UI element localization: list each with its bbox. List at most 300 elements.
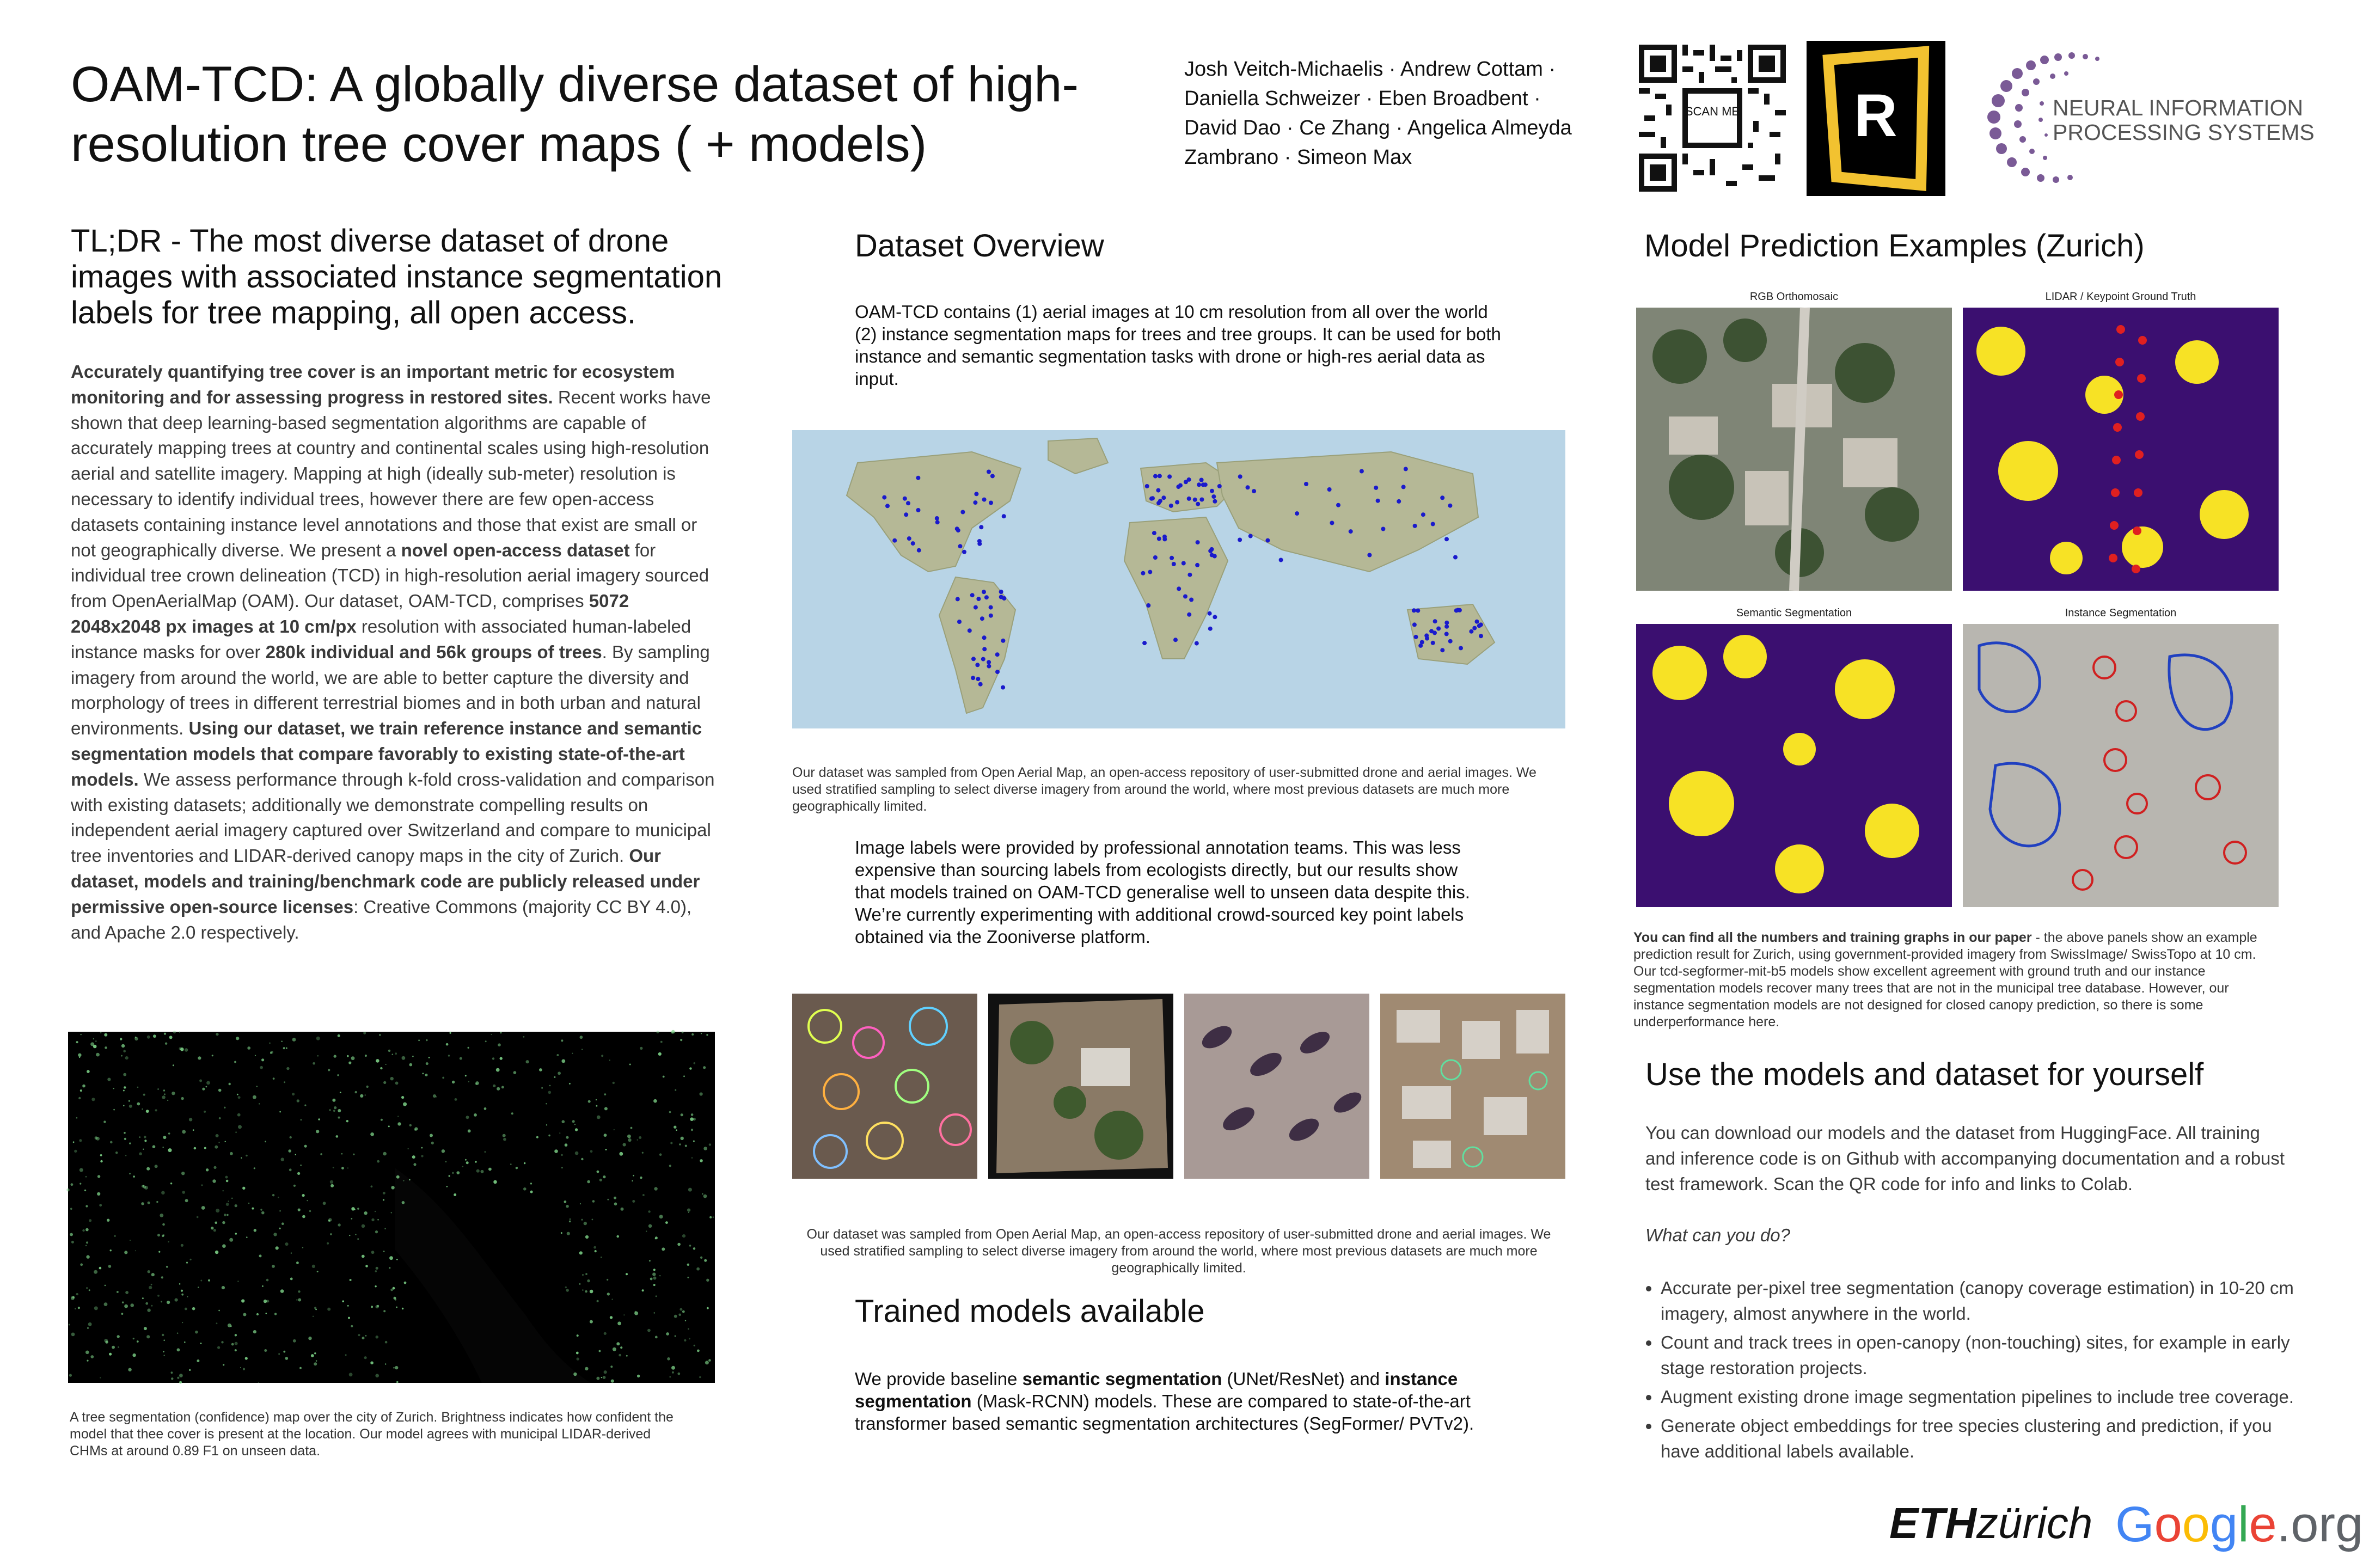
models-text-3: (Mask-RCNN) models. These are compared to state-of-the-art transformer based semantic segmentation architectures (SegFormer/ PVTv2). <box>855 1391 1474 1434</box>
models-text-2: (UNet/ResNet) and <box>1222 1369 1385 1389</box>
tree-confidence-dot <box>318 1118 320 1120</box>
tree-confidence-dot <box>348 1062 351 1064</box>
tree-confidence-dot <box>261 1058 264 1061</box>
tree-confidence-dot <box>291 1252 292 1253</box>
tree-confidence-dot <box>561 1154 562 1156</box>
tree-confidence-dot <box>481 1170 484 1173</box>
tree-confidence-dot <box>79 1168 83 1172</box>
tree-confidence-dot <box>260 1066 263 1069</box>
sample-location-dot <box>1167 474 1172 479</box>
list-item: • Count and track trees in open-canopy (non-touching) sites, for example in early stage restoration projects. <box>1661 1330 2309 1381</box>
sample-location-dot <box>1172 562 1176 566</box>
tree-confidence-dot <box>350 1279 352 1281</box>
tree-confidence-dot <box>264 1349 267 1352</box>
tree-confidence-dot <box>285 1357 289 1360</box>
tree-confidence-dot <box>80 1263 83 1266</box>
tree-confidence-dot <box>87 1327 89 1329</box>
tree-confidence-dot <box>151 1305 152 1307</box>
tree-confidence-dot <box>155 1165 158 1168</box>
overview-text: OAM-TCD contains (1) aerial images at 10 cm resolution from all over the world (2) instance segmentation maps for trees and tree groups. It can be used for both instance and semantic segmentation tasks with drone or high-res aerial data as input. <box>855 302 1501 389</box>
tree-confidence-dot <box>348 1317 350 1319</box>
tree-confidence-dot <box>213 1166 216 1169</box>
tree-confidence-dot <box>234 1061 236 1063</box>
tree-confidence-dot <box>596 1105 597 1107</box>
tree-confidence-dot <box>235 1233 237 1235</box>
tree-confidence-dot <box>179 1381 182 1384</box>
tree-confidence-dot <box>225 1141 226 1142</box>
tree-confidence-dot <box>613 1082 615 1084</box>
tree-confidence-dot <box>468 1081 469 1082</box>
abstract-bold-6: Our dataset, models and training/benchmark code are publicly released under permissive open-source licenses <box>71 846 700 917</box>
tree-confidence-dot <box>617 1321 621 1325</box>
sample-location-dot <box>1162 535 1167 539</box>
tree-confidence-dot <box>371 1251 375 1254</box>
tree-confidence-dot <box>301 1165 302 1166</box>
tree-confidence-dot <box>304 1145 307 1148</box>
tree-confidence-dot <box>587 1180 590 1184</box>
tree-confidence-dot <box>501 1086 504 1089</box>
tree-confidence-dot <box>144 1140 146 1142</box>
tree-confidence-dot <box>446 1186 448 1187</box>
sample-location-dot <box>960 510 965 514</box>
tree-confidence-dot <box>179 1374 183 1377</box>
sample-location-dot <box>1444 632 1449 636</box>
sample-location-dot <box>1196 502 1200 506</box>
sample-location-dot <box>1336 503 1340 507</box>
tree-confidence-dot <box>163 1089 165 1091</box>
tree-confidence-dot <box>327 1242 329 1245</box>
tree-confidence-dot <box>323 1202 326 1205</box>
tree-confidence-dot <box>397 1116 399 1117</box>
tree-confidence-dot <box>215 1222 217 1224</box>
tree-confidence-dot <box>655 1238 656 1239</box>
tree-confidence-dot <box>561 1039 563 1042</box>
tree-confidence-dot <box>395 1052 397 1055</box>
tree-confidence-dot <box>465 1075 467 1076</box>
tree-confidence-dot <box>177 1348 180 1351</box>
thumbs-caption: Our dataset was sampled from Open Aerial Map, an open-access repository of user-submitted drone and aerial images. We used stratified sampling to select diverse imagery from around the world, where most previous datasets are much more geographically limited. <box>806 1227 1551 1276</box>
tree-confidence-dot <box>498 1043 501 1046</box>
tree-confidence-dot <box>133 1175 135 1178</box>
tree-confidence-dot <box>253 1095 256 1099</box>
sample-location-dot <box>1330 521 1334 525</box>
tree-confidence-dot <box>500 1032 502 1033</box>
tree-confidence-dot <box>279 1111 281 1113</box>
tree-confidence-dot <box>562 1120 565 1123</box>
tree-confidence-dot <box>219 1117 221 1119</box>
tree-confidence-dot <box>281 1041 283 1042</box>
tree-confidence-dot <box>383 1081 386 1084</box>
sample-location-dot <box>907 536 911 541</box>
tree-confidence-dot <box>599 1179 602 1181</box>
tree-confidence-dot <box>448 1055 450 1056</box>
sample-location-dot <box>1424 633 1429 638</box>
tree-confidence-dot <box>355 1091 357 1093</box>
tree-confidence-dot <box>76 1041 78 1043</box>
tree-confidence-dot <box>259 1104 260 1105</box>
tree-confidence-dot <box>681 1137 684 1140</box>
sample-location-dot <box>1182 561 1186 566</box>
tree-confidence-dot <box>647 1329 651 1332</box>
tree-confidence-dot <box>523 1036 525 1038</box>
tree-confidence-dot <box>349 1373 353 1376</box>
tree-confidence-dot <box>69 1374 72 1377</box>
tree-confidence-dot <box>541 1087 543 1089</box>
tree-confidence-dot <box>404 1282 407 1284</box>
sample-location-dot <box>970 593 975 597</box>
qr-code[interactable] <box>1639 45 1786 192</box>
tree-confidence-dot <box>620 1346 622 1349</box>
tree-confidence-dot <box>113 1088 114 1089</box>
sample-location-dot <box>1412 608 1416 612</box>
sample-location-dot <box>1199 498 1204 502</box>
abstract-text-1: Recent works have shown that deep learning-based segmentation algorithms are capable of accurately mapping trees at country and continental scales using high-resolution aerial and satellite imagery. Mapping at high (ideally sub-meter) resolution is necessary to identify individual trees, however there are few open-access datasets containing instance level annotations and those that exist are small or not geographically diverse. We present a <box>71 387 711 560</box>
tree-confidence-dot <box>166 1266 168 1268</box>
tree-confidence-dot <box>696 1267 700 1271</box>
tree-confidence-dot <box>181 1244 183 1247</box>
tree-confidence-dot <box>655 1336 658 1339</box>
tree-confidence-dot <box>70 1208 72 1210</box>
tree-confidence-dot <box>611 1380 614 1383</box>
tree-confidence-dot <box>362 1255 365 1258</box>
tree-confidence-dot <box>388 1050 390 1052</box>
tree-confidence-dot <box>485 1040 487 1042</box>
sample-location-dot <box>956 597 960 601</box>
tree-confidence-dot <box>182 1191 185 1194</box>
tree-confidence-dot <box>391 1186 394 1189</box>
sample-location-dot <box>1459 646 1463 650</box>
tree-confidence-dot <box>82 1229 84 1232</box>
tree-confidence-dot <box>80 1089 82 1092</box>
tree-confidence-dot <box>334 1106 336 1109</box>
tree-confidence-dot <box>190 1259 192 1260</box>
tree-confidence-dot <box>561 1232 562 1234</box>
sample-location-dot <box>1444 621 1449 625</box>
tree-confidence-dot <box>539 1068 542 1071</box>
tree-confidence-dot <box>569 1083 571 1085</box>
sample-location-dot <box>958 544 963 548</box>
tree-confidence-dot <box>86 1241 88 1244</box>
tree-confidence-dot <box>290 1278 293 1281</box>
sample-location-dot <box>976 677 980 681</box>
tree-confidence-dot <box>376 1305 379 1308</box>
tree-confidence-dot <box>177 1377 179 1379</box>
tree-confidence-dot <box>230 1152 233 1155</box>
sample-location-dot <box>1170 556 1174 560</box>
tree-confidence-dot <box>280 1289 284 1293</box>
tree-confidence-dot <box>167 1100 168 1101</box>
tree-confidence-dot <box>607 1279 608 1281</box>
sample-location-dot <box>982 498 987 502</box>
tree-confidence-dot <box>316 1360 317 1362</box>
tree-confidence-dot <box>455 1098 457 1101</box>
sample-location-dot <box>1376 499 1380 503</box>
sample-location-dot <box>1187 612 1191 617</box>
sample-location-dot <box>999 590 1003 594</box>
tree-confidence-dot <box>605 1149 607 1150</box>
tree-confidence-dot <box>604 1134 607 1137</box>
tree-confidence-dot <box>629 1064 631 1065</box>
tree-confidence-dot <box>88 1322 92 1326</box>
tree-confidence-dot <box>215 1146 218 1149</box>
sample-location-dot <box>1187 573 1192 577</box>
tree-confidence-dot <box>134 1037 138 1040</box>
tree-confidence-dot <box>177 1332 179 1334</box>
sample-location-dot <box>1360 469 1364 474</box>
tree-confidence-dot <box>642 1152 644 1154</box>
tree-confidence-dot <box>338 1117 340 1119</box>
tree-confidence-dot <box>639 1136 641 1139</box>
tree-confidence-dot <box>595 1250 597 1252</box>
tree-confidence-dot <box>691 1033 694 1036</box>
tree-confidence-dot <box>614 1203 617 1206</box>
sample-location-dot <box>1211 494 1216 499</box>
tree-confidence-dot <box>313 1062 315 1065</box>
tree-confidence-dot <box>254 1229 256 1232</box>
tree-confidence-dot <box>697 1350 700 1352</box>
tree-confidence-dot <box>691 1113 694 1116</box>
tree-confidence-dot <box>389 1267 390 1269</box>
tree-confidence-dot <box>566 1205 568 1208</box>
tree-confidence-dot <box>513 1071 517 1074</box>
tree-confidence-dot <box>383 1251 385 1252</box>
tree-confidence-dot <box>169 1036 173 1039</box>
tree-confidence-dot <box>653 1284 656 1286</box>
tree-confidence-dot <box>125 1155 126 1156</box>
tree-confidence-dot <box>139 1136 140 1137</box>
tree-confidence-dot <box>570 1218 571 1220</box>
tree-confidence-dot <box>690 1117 694 1121</box>
tree-confidence-dot <box>634 1312 638 1315</box>
tree-confidence-dot <box>707 1307 709 1309</box>
tree-confidence-dot <box>585 1367 588 1370</box>
tree-confidence-dot <box>204 1111 206 1113</box>
tree-confidence-dot <box>193 1129 194 1131</box>
tree-confidence-dot <box>89 1219 91 1222</box>
tree-confidence-dot <box>345 1354 347 1356</box>
tldr: TL;DR - The most diverse dataset of drone images with associated instance segmentation labels for tree mapping, all open access. <box>71 223 723 330</box>
sample-location-dot <box>1238 474 1242 479</box>
tree-confidence-dot <box>235 1342 238 1345</box>
sample-location-dot <box>995 670 1000 674</box>
tree-confidence-dot <box>574 1124 576 1125</box>
tree-confidence-dot <box>293 1339 296 1343</box>
sample-location-dot <box>1141 571 1145 575</box>
tree-confidence-dot <box>265 1141 266 1142</box>
sample-location-dot <box>1418 644 1423 648</box>
tree-confidence-dot <box>409 1063 413 1067</box>
sample-location-dot <box>1002 514 1006 518</box>
tree-confidence-dot <box>371 1185 373 1187</box>
tree-confidence-dot <box>256 1086 258 1087</box>
tree-confidence-dot <box>100 1377 101 1379</box>
tree-confidence-dot <box>445 1161 447 1162</box>
tree-confidence-dot <box>347 1055 349 1057</box>
tree-confidence-dot <box>100 1154 102 1156</box>
tree-confidence-dot <box>279 1210 280 1211</box>
tree-confidence-dot <box>130 1240 131 1241</box>
tree-confidence-dot <box>283 1351 285 1353</box>
tree-confidence-dot <box>564 1200 567 1203</box>
tree-confidence-dot <box>163 1339 165 1341</box>
tree-confidence-dot <box>300 1119 302 1120</box>
sample-location-dot <box>1148 570 1152 574</box>
tree-confidence-dot <box>316 1037 320 1040</box>
tree-confidence-dot <box>112 1346 115 1349</box>
tree-confidence-dot <box>642 1194 645 1196</box>
tree-confidence-dot <box>642 1289 644 1291</box>
tree-confidence-dot <box>262 1285 264 1287</box>
tree-confidence-dot <box>273 1077 275 1080</box>
sample-location-dot <box>982 635 987 640</box>
sample-location-dot <box>935 520 940 524</box>
tree-confidence-dot <box>314 1307 316 1309</box>
tree-confidence-dot <box>383 1152 387 1156</box>
tree-confidence-dot <box>256 1313 259 1315</box>
tree-confidence-dot <box>328 1218 332 1221</box>
tree-confidence-dot <box>179 1283 181 1285</box>
tree-confidence-dot <box>238 1096 241 1099</box>
sample-location-dot <box>1183 595 1187 599</box>
tree-confidence-dot <box>364 1356 367 1359</box>
tree-confidence-dot <box>124 1138 126 1140</box>
tree-confidence-dot <box>71 1333 75 1337</box>
tree-confidence-dot <box>585 1235 589 1239</box>
tree-confidence-dot <box>226 1203 229 1206</box>
tree-confidence-dot <box>211 1227 213 1229</box>
tree-confidence-dot <box>351 1325 353 1327</box>
sample-location-dot <box>989 501 993 505</box>
tree-confidence-dot <box>298 1209 301 1211</box>
tree-confidence-dot <box>566 1289 569 1291</box>
tree-confidence-dot <box>312 1265 315 1268</box>
tree-confidence-dot <box>153 1034 156 1038</box>
google-letter: o <box>2182 1497 2210 1552</box>
tree-confidence-dot <box>121 1055 123 1057</box>
tree-confidence-dot <box>260 1209 262 1210</box>
tree-confidence-dot <box>669 1165 671 1167</box>
author-list: Josh Veitch-Michaelis · Andrew Cottam · Daniella Schweizer · Eben Broadbent · David Dao · Ce Zhang · Angelica Almeyda Zambrano · Simeon Max <box>1184 58 1572 169</box>
tree-confidence-dot <box>292 1093 295 1095</box>
tree-confidence-dot <box>216 1033 218 1036</box>
tree-confidence-dot <box>151 1273 155 1276</box>
tree-confidence-dot <box>100 1032 102 1033</box>
tree-confidence-dot <box>200 1343 202 1344</box>
tree-confidence-dot <box>279 1228 281 1229</box>
tree-confidence-dot <box>365 1265 368 1267</box>
tree-confidence-dot <box>70 1233 73 1236</box>
tree-confidence-dot <box>597 1116 601 1119</box>
tree-confidence-dot <box>78 1307 80 1309</box>
tree-confidence-dot <box>144 1136 146 1138</box>
tree-confidence-dot <box>105 1046 107 1049</box>
tree-confidence-dot <box>665 1221 668 1224</box>
tree-confidence-dot <box>104 1302 108 1306</box>
tree-confidence-dot <box>601 1377 602 1378</box>
sample-location-dot <box>1145 484 1149 488</box>
sample-location-dot <box>911 541 915 546</box>
tree-confidence-dot <box>659 1275 660 1276</box>
tree-confidence-dot <box>648 1210 650 1212</box>
tree-confidence-dot <box>709 1216 712 1218</box>
tree-confidence-dot <box>96 1053 100 1057</box>
tree-confidence-dot <box>653 1099 657 1103</box>
tree-confidence-dot <box>637 1140 638 1141</box>
sample-location-dot <box>1184 480 1188 484</box>
list-item: • Augment existing drone image segmentation pipelines to include tree coverage. <box>1661 1384 2309 1410</box>
sample-location-dot <box>1421 512 1425 517</box>
tree-confidence-dot <box>195 1331 198 1334</box>
sample-location-dot <box>1208 549 1213 553</box>
tree-confidence-dot <box>200 1280 202 1282</box>
google-letter: g <box>2209 1497 2238 1552</box>
tree-confidence-dot <box>654 1312 655 1313</box>
tree-confidence-dot <box>96 1137 100 1141</box>
sample-location-dot <box>987 664 991 669</box>
tree-confidence-dot <box>316 1130 319 1133</box>
tree-confidence-dot <box>246 1155 248 1157</box>
sample-location-dot <box>916 508 921 512</box>
tree-confidence-dot <box>212 1179 216 1183</box>
tree-confidence-dot <box>222 1244 226 1248</box>
tree-confidence-dot <box>76 1293 78 1295</box>
tree-confidence-dot <box>703 1147 707 1150</box>
google-letter: G <box>2115 1497 2154 1552</box>
tree-confidence-dot <box>124 1251 127 1254</box>
sample-location-dot <box>1187 497 1191 501</box>
tree-confidence-dot <box>129 1173 131 1174</box>
abstract-text-6: : Creative Commons (majority CC BY 4.0), and Apache 2.0 respectively. <box>71 896 692 942</box>
tree-confidence-dot <box>500 1057 503 1059</box>
tree-confidence-dot <box>87 1360 88 1362</box>
tree-confidence-dot <box>610 1365 613 1368</box>
tree-confidence-dot <box>286 1067 289 1070</box>
tree-confidence-dot <box>431 1142 434 1144</box>
tree-confidence-dot <box>128 1100 130 1102</box>
tree-confidence-dot <box>640 1177 642 1179</box>
tree-confidence-dot <box>201 1184 203 1186</box>
sample-location-dot <box>1158 474 1162 478</box>
tree-confidence-dot <box>700 1159 703 1162</box>
tree-confidence-dot <box>185 1199 188 1202</box>
tree-confidence-dot <box>99 1204 102 1206</box>
tree-confidence-dot <box>330 1233 332 1235</box>
tree-confidence-dot <box>231 1343 234 1346</box>
tree-confidence-dot <box>675 1089 676 1091</box>
tree-confidence-dot <box>706 1279 709 1282</box>
tree-confidence-dot <box>304 1105 306 1106</box>
tree-confidence-dot <box>682 1310 685 1313</box>
tree-confidence-dot <box>687 1277 689 1278</box>
sample-location-dot <box>1431 522 1435 526</box>
tree-confidence-dot <box>86 1287 88 1289</box>
tree-confidence-dot <box>320 1153 322 1155</box>
sample-location-dot <box>892 538 897 543</box>
tree-confidence-dot <box>627 1135 631 1138</box>
tree-confidence-dot <box>261 1211 265 1215</box>
sample-location-dot <box>903 497 907 501</box>
sample-image-2 <box>988 994 1173 1179</box>
tree-confidence-dot <box>163 1136 166 1139</box>
tree-confidence-dot <box>590 1290 593 1294</box>
tree-confidence-dot <box>216 1322 218 1324</box>
tree-confidence-dot <box>266 1313 267 1314</box>
tree-confidence-dot <box>79 1057 80 1058</box>
tree-confidence-dot <box>302 1215 305 1218</box>
tree-confidence-dot <box>418 1039 420 1041</box>
tree-confidence-dot <box>491 1034 492 1035</box>
sample-image-4 <box>1380 994 1565 1179</box>
